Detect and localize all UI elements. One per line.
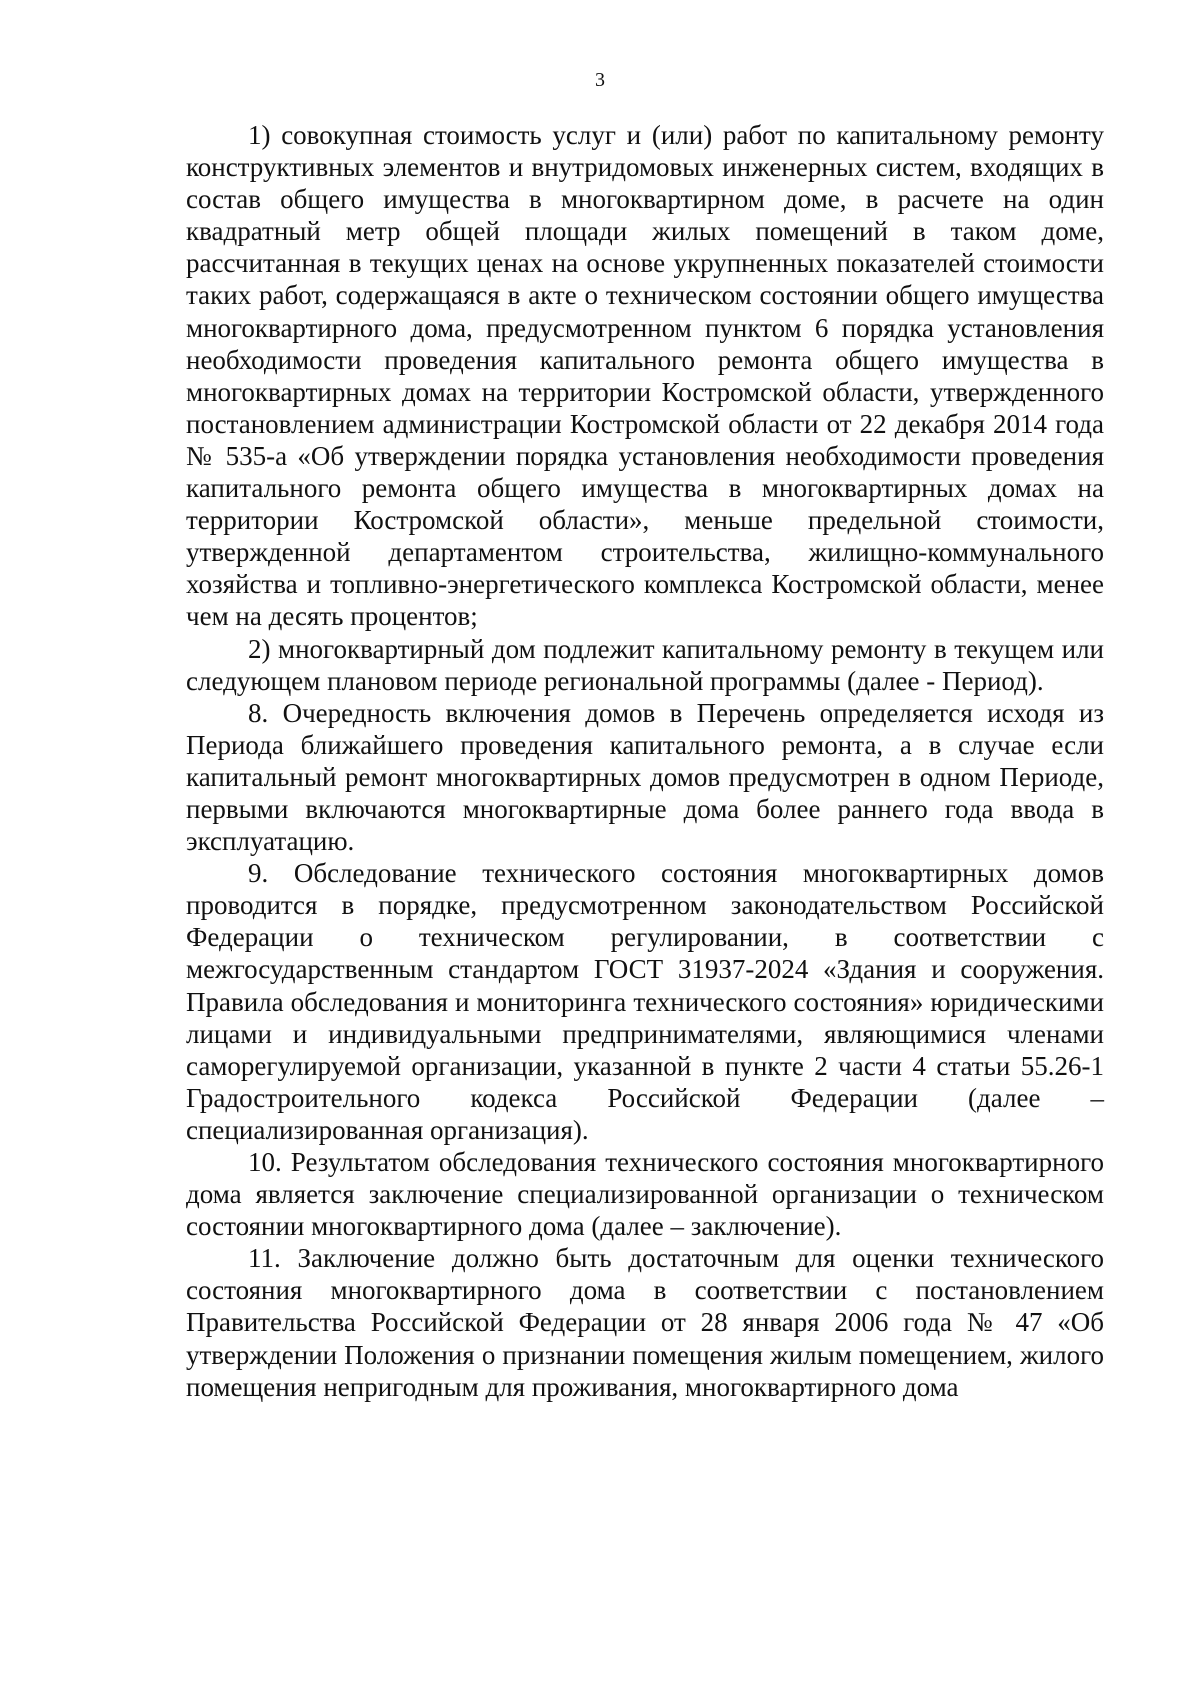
page-number: 3	[595, 69, 605, 91]
paragraph-item-8: 8. Очередность включения домов в Перечень определяется исходя из Периода ближайшего проведения капитального ремонта, а в случае если капитальный ремонт многоквартирных домов предусмотрен в одном Периоде, первыми включаются многоквартирные дома более раннего года ввода в эксплуатацию.	[186, 697, 1104, 857]
document-body	[186, 119, 1104, 1403]
paragraph-item-11: 11. Заключение должно быть достаточным для оценки технического состояния многоквартирного дома в соответствии с постановлением Правительства Российской Федерации от 28 января 2006 года № 47 «Об утверждении Положения о признании помещения жилым помещением, жилого помещения непригодным для проживания, многоквартирного дома	[186, 1243, 1104, 1402]
paragraph-item-9: 9. Обследование технического состояния многоквартирных домов проводится в порядке, предусмотренном законодательством Российской Федерации о техническом регулировании, в соответствии с межгосударственным стандартом ГОСТ 31937-2024 «Здания и сооружения. Правила обследования и мониторинга технического состояния» юридическими лицами и индивидуальными предпринимателями, являющимися членами саморегулируемой организации, указанной в пункте 2 части 4 статьи 55.26-1 Градостроительного кодекса Российской Федерации (далее – специализированная организация).	[186, 858, 1104, 1145]
paragraph-item-10: 10. Результатом обследования технического состояния многоквартирного дома является заключение специализированной организации о техническом состоянии многоквартирного дома (далее – заключение).	[186, 1147, 1104, 1242]
paragraph-subitem-2: 2) многоквартирный дом подлежит капитальному ремонту в текущем или следующем плановом периоде региональной программы (далее - Период).	[186, 633, 1104, 696]
paragraph-subitem-1: 1) совокупная стоимость услуг и (или) работ по капитальному ремонту конструктивных элементов и внутридомовых инженерных систем, входящих в состав общего имущества в многоквартирном доме, в расчете на один квадратный метр общей площади жилых помещений в таком доме, рассчитанная в текущих ценах на основе укрупненных показателей стоимости таких работ, содержащаяся в акте о техническом состоянии общего имущества многоквартирного дома, предусмотренном пунктом 6 порядка установления необходимости проведения капитального ремонта общего имущества в многоквартирных домах на территории Костромской области, утвержденного постановлением администрации Костромской области от 22 декабря 2014 года № 535-а «Об утверждении порядка установления необходимости проведения капитального ремонта общего имущества в многоквартирных домах на территории Костромской области», меньше предельной стоимости, утвержденной департаментом строительства, жилищно-коммунального хозяйства и топливно-энергетического комплекса Костромской области, менее чем на десять процентов;	[186, 120, 1104, 632]
